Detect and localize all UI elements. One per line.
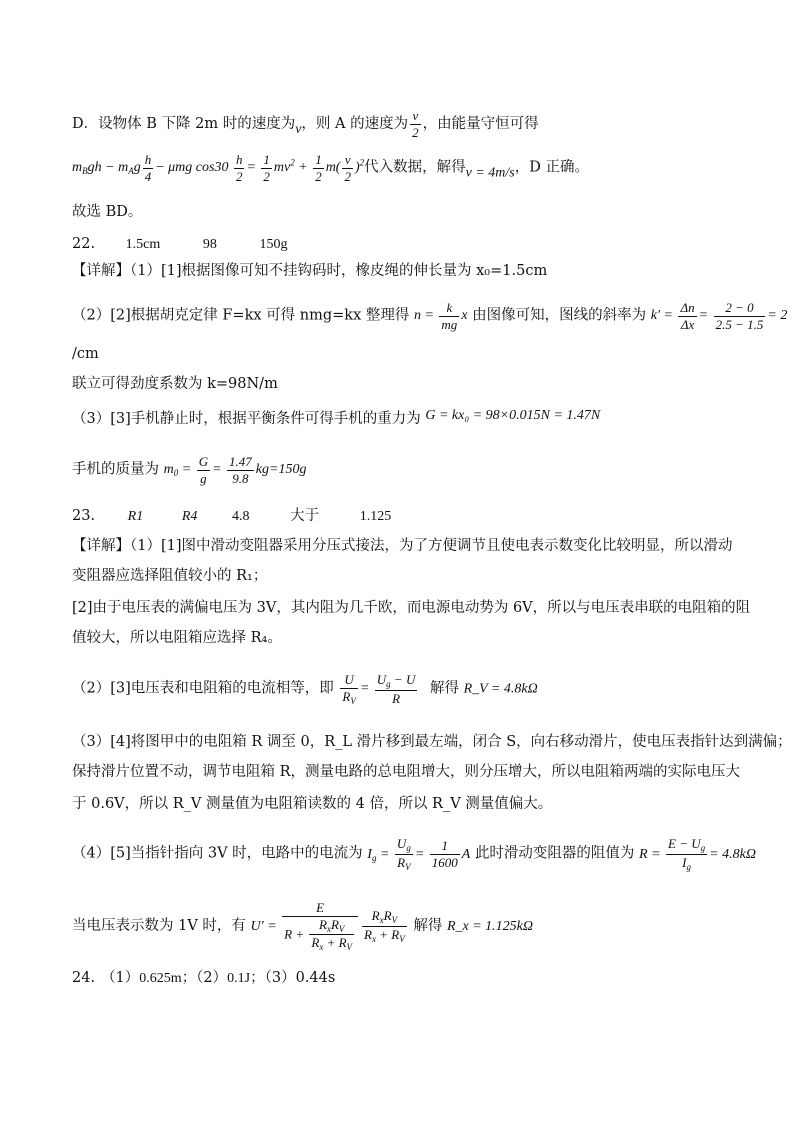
q23-answer-1: R1 — [127, 509, 144, 524]
q22-answer-2: 98 — [202, 237, 217, 252]
velocity-symbol: v — [295, 122, 302, 138]
q23-part2b: 值较大，所以电阻箱应选择 R₄。 — [72, 630, 282, 646]
q24-part2: ；（2） — [181, 970, 228, 986]
q23-part4c: 于 0.6V，所以 R_V 测量值为电阻箱读数的 4 倍，所以 R_V 测量值偏大。 — [72, 796, 553, 812]
q23-part4a: （3）[4]将图甲中的电阻箱 R 调至 0，R_L 滑片移到最左端，闭合 S，向右移动滑片，使电压表指针达到满偏； — [72, 734, 792, 750]
d-option-line — [72, 108, 539, 140]
energy-equation: $m_Bgh - m_Ag$ $\frac{h}{4}$ − μmg cos30 $\frac{h}{2}$ = $\frac{1}{2}$ $mv^2$ + $\frac{1}{2}$ m( $\frac{v}{2}$ )$^2$ — [72, 152, 365, 184]
velocity-result: v = 4m/s — [465, 165, 515, 181]
detail-tag: 【详解】 — [72, 538, 130, 554]
q23-part4b: 保持滑片位置不动，调节电阻箱 R，测量电路的总电阻增大，则分压增大，所以电阻箱两端的实际电压大 — [72, 764, 741, 780]
q23-part5-mid: 此时滑动变阻器的阻值为 — [474, 845, 635, 862]
current-equality-equation: $\frac{U}{R_V}$ = $\frac{U_g - U}{R}$ — [342, 672, 416, 706]
q22-part1: （1）[1]根据图像可知不挂钩码时，橡皮绳的伸长量为 x₀=1.5cm — [130, 263, 548, 279]
q22-part2-stiffness: 联立可得劲度系数为 k=98N/m — [72, 376, 278, 392]
mass-equation: $m_0$ = $\frac{G}{g}$ = $\frac{1.47}{9.8}$ kg=150g — [163, 454, 307, 486]
q22-part2-mid: 由图像可知，图线的斜率为 — [472, 307, 647, 324]
d-correct-text: ，D 正确。 — [514, 159, 589, 176]
q23-answer-4: 大于 — [290, 508, 320, 524]
q22-answer-1: 1.5cm — [125, 237, 161, 252]
q23-detail-3 — [72, 672, 538, 706]
q22-detail-3 — [72, 408, 600, 428]
conclusion-text: 故选 BD。 — [72, 204, 143, 220]
q22-number: 22. — [72, 236, 96, 252]
slope-unit: /cm — [72, 346, 99, 362]
q24-answer-2: 0.1J — [227, 971, 251, 986]
q23-answer-5: 1.125 — [359, 509, 392, 524]
q23-detail-1a — [72, 538, 733, 555]
q23-detail-5 — [72, 836, 756, 873]
q22-answer-row — [72, 236, 288, 254]
q22-answer-3: 150g — [259, 237, 288, 252]
solve-text: 解得 — [429, 680, 459, 697]
q23-part1a: （1）[1]图中滑动变阻器采用分压式接法，为了方便调节且使电表示数变化比较明显，所以滑动 — [130, 538, 733, 554]
q23-part5-prefix: （4）[5]当指针指向 3V 时，电路中的电流为 — [72, 845, 363, 862]
voltage-divider-equation: U′ = E R + $\frac{R_xR_V}{R_x + R_V}$ $\frac{R_xR_V}{R_x + R_V}$ — [250, 900, 405, 953]
q24-answer-1: 0.625m — [139, 971, 182, 986]
q22-mass-line — [72, 454, 306, 486]
q23-part2a: [2]由于电压表的满偏电压为 3V，其内阻为几千欧，而电源电动势为 6V，所以与电压表串联的电阻箱的阻 — [72, 600, 751, 616]
rx-result: R_x = 1.125kΩ — [446, 918, 533, 934]
rv-result: R_V = 4.8kΩ — [463, 681, 538, 697]
q22-part3-prefix: （3）[3]手机静止时，根据平衡条件可得手机的重力为 — [72, 411, 421, 427]
q24-part3: ；（3）0.44s — [250, 970, 336, 986]
q23-answer-row — [72, 508, 391, 526]
q22-part2-prefix: （2）[2]根据胡克定律 F=kx 可得 nmg=kx 整理得 — [72, 307, 410, 324]
slope-equation: k′ = $\frac{\Delta n}{\Delta x}$ = $\frac{2 - 0}{2.5 - 1.5}$ = 2 — [650, 300, 788, 332]
current-equation: $I_g$ = $\frac{U_g}{R_V}$ = $\frac{1}{1600}$ A — [367, 836, 471, 872]
q24-answer-row — [72, 970, 335, 988]
q23-detail-6 — [72, 900, 533, 953]
q23-part1b: 变阻器应选择阻值较小的 R₁； — [72, 568, 268, 584]
solve-text-2: 解得 — [413, 917, 443, 934]
q23-number: 23. — [72, 508, 96, 524]
q22-mass-prefix: 手机的质量为 — [72, 461, 159, 478]
half-velocity-fraction: $\frac{v}{2}$ — [412, 108, 419, 140]
d-option-prefix: D．设物体 B 下降 2m 时的速度为 — [72, 116, 296, 133]
q24-part1: （1） — [101, 970, 140, 986]
q24-number: 24. — [72, 970, 96, 986]
hooke-rearranged-equation: n = $\frac{k}{mg}$ x — [413, 300, 468, 332]
q23-part6-prefix: 当电压表示数为 1V 时，有 — [72, 917, 246, 934]
d-option-mid: ，则 A 的速度为 — [301, 116, 409, 133]
q23-answer-2: R4 — [181, 509, 198, 524]
substitute-text: 代入数据，解得 — [364, 159, 466, 176]
rheostat-equation: R = $\frac{E - U_g}{I_g}$ = 4.8kΩ — [639, 836, 756, 872]
detail-tag: 【详解】 — [72, 263, 130, 279]
q23-part3-prefix: （2）[3]电压表和电阻箱的电流相等，即 — [72, 680, 334, 697]
energy-equation-line — [72, 152, 589, 184]
d-option-suffix: ，由能量守恒可得 — [422, 116, 539, 133]
q22-detail-2 — [72, 300, 787, 332]
q23-answer-3: 4.8 — [232, 509, 250, 524]
q22-detail-1 — [72, 263, 547, 280]
gravity-equation: G = kx₀ = 98×0.015N = 1.47N — [425, 408, 601, 423]
